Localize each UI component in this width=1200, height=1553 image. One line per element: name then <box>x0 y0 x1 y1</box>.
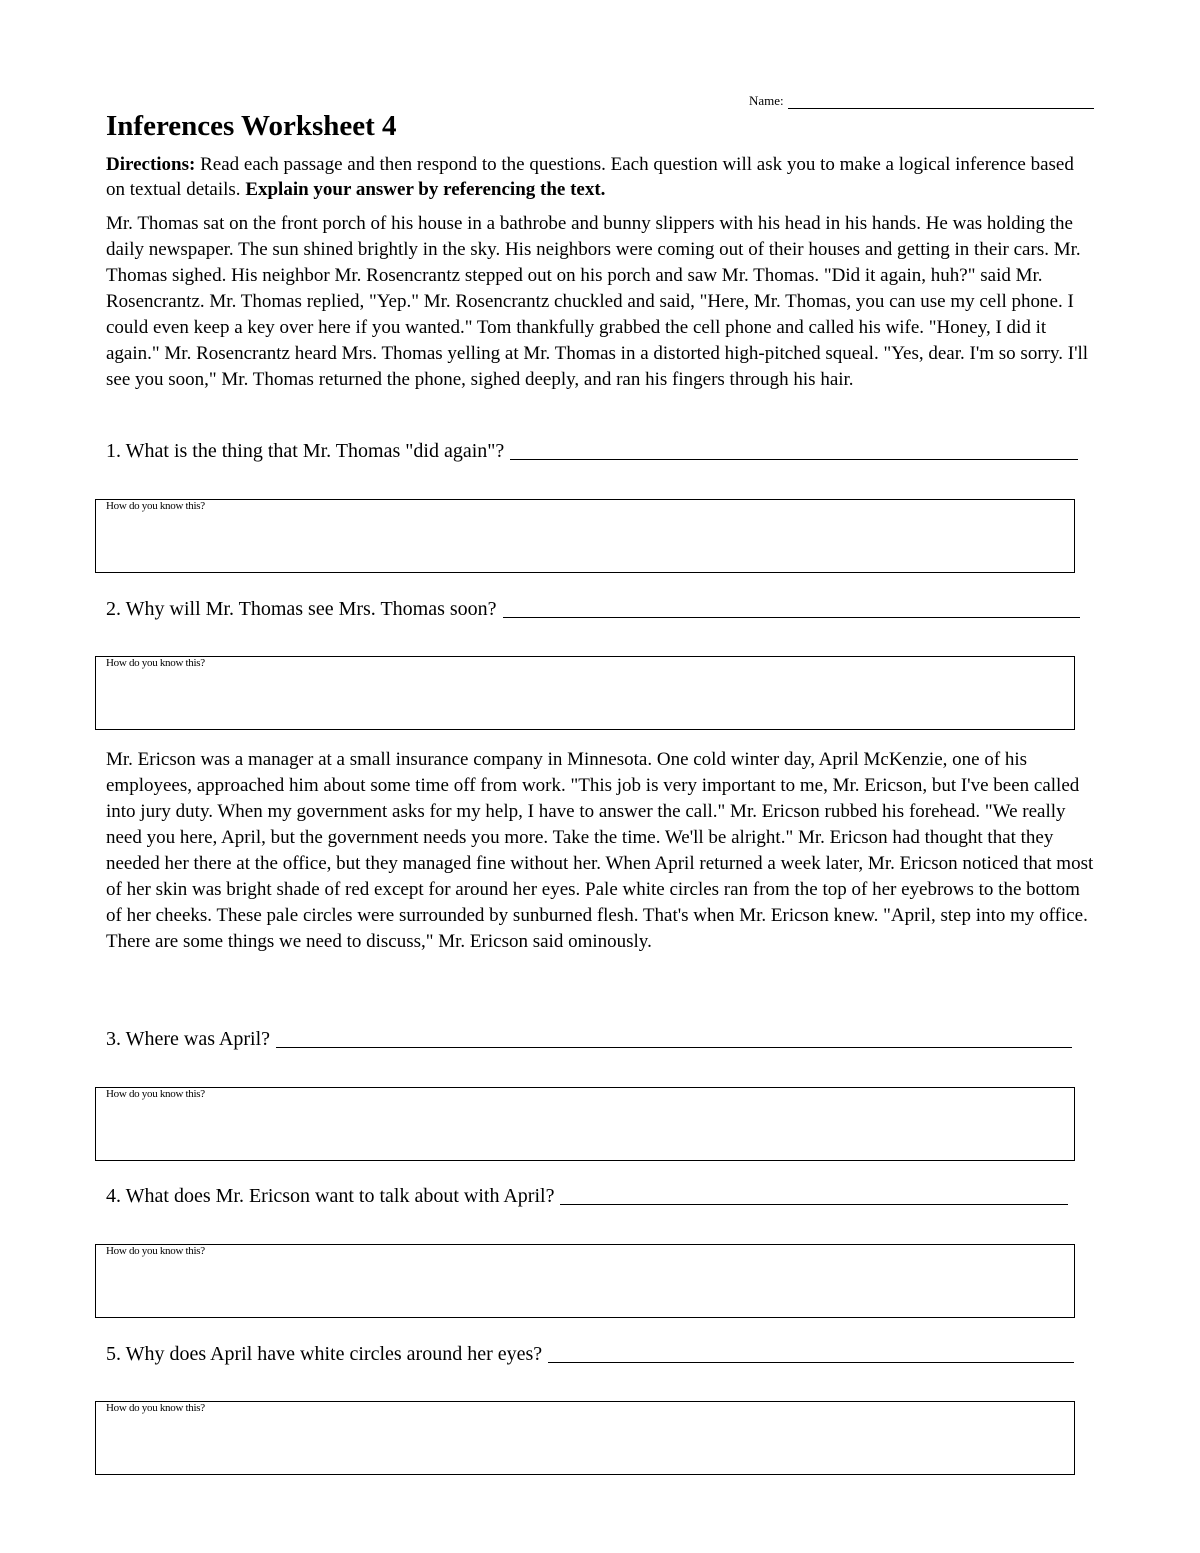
question-5-answer-line[interactable] <box>548 1342 1074 1363</box>
question-5-text: 5. Why does April have white circles around her eyes? <box>106 1343 543 1365</box>
name-input-line[interactable] <box>788 94 1094 109</box>
name-label: Name: <box>749 93 784 108</box>
question-5-box-label: How do you know this? <box>106 1402 205 1414</box>
question-4 <box>106 1181 1068 1209</box>
question-1-explanation-box[interactable] <box>95 499 1075 573</box>
passage-2: Mr. Ericson was a manager at a small insurance company in Minnesota. One cold winter day, April McKenzie, one of his employees, approached him about some time off from work. "This job is very important to me, Mr. Ericson, but I've been called into jury duty. When my government asks for my help, I have to answer the call." Mr. Ericson rubbed his forehead. "We really need you here, April, but the government needs you more. Take the time. We'll be alright." Mr. Ericson had thought that they needed her there at the office, but they managed fine without her. When April returned a week later, Mr. Ericson noticed that most of her skin was bright shade of red except for around her eyes. Pale white circles ran from the top of her eyebrows to the bottom of her cheeks. These pale circles were surrounded by sunburned flesh. That's when Mr. Ericson knew. "April, step into my office. There are some things we need to discuss," Mr. Ericson said ominously. <box>106 749 1094 952</box>
question-3-explanation-box[interactable] <box>95 1087 1075 1161</box>
question-4-answer-line[interactable] <box>560 1184 1068 1205</box>
directions-label: Directions: <box>106 154 196 175</box>
name-field[interactable] <box>749 89 1094 109</box>
question-3-answer-line[interactable] <box>276 1027 1072 1048</box>
directions-text: Read each passage and then respond to the questions. Each question will ask you to make a logical inference based on textual details. <box>106 154 1074 200</box>
question-3-text: 3. Where was April? <box>106 1028 271 1050</box>
question-1-text: 1. What is the thing that Mr. Thomas "did again"? <box>106 440 505 462</box>
question-1-box-label: How do you know this? <box>106 500 205 512</box>
question-1 <box>106 436 1078 464</box>
question-4-text: 4. What does Mr. Ericson want to talk about with April? <box>106 1185 555 1207</box>
question-4-explanation-box[interactable] <box>95 1244 1075 1318</box>
passage-1: Mr. Thomas sat on the front porch of his house in a bathrobe and bunny slippers with his head in his hands. He was holding the daily newspaper. The sun shined brightly in the sky. His neighbors were coming out of their houses and getting in their cars. Mr. Thomas sighed. His neighbor Mr. Rosencrantz stepped out on his porch and saw Mr. Thomas. "Did it again, huh?" said Mr. Rosencrantz. Mr. Thomas replied, "Yep." Mr. Rosencrantz chuckled and said, "Here, Mr. Thomas, you can use my cell phone. I could even keep a key over here if you wanted." Tom thankfully grabbed the cell phone and called his wife. "Honey, I did it again." Mr. Rosencrantz heard Mrs. Thomas yelling at Mr. Thomas in a distorted high-pitched squeal. "Yes, dear. I'm so sorry. I'll see you soon," Mr. Thomas returned the phone, sighed deeply, and ran his fingers through his hair. <box>106 213 1089 390</box>
question-2-answer-line[interactable] <box>503 597 1080 618</box>
question-2-box-label: How do you know this? <box>106 657 205 669</box>
question-1-answer-line[interactable] <box>510 439 1078 460</box>
question-2 <box>106 594 1080 622</box>
question-3-box-label: How do you know this? <box>106 1088 205 1100</box>
question-5 <box>106 1339 1074 1367</box>
question-2-text: 2. Why will Mr. Thomas see Mrs. Thomas soon? <box>106 598 497 620</box>
question-2-explanation-box[interactable] <box>95 656 1075 730</box>
question-4-box-label: How do you know this? <box>106 1245 205 1257</box>
directions <box>106 152 1096 202</box>
page-title: Inferences Worksheet 4 <box>106 110 397 142</box>
question-5-explanation-box[interactable] <box>95 1401 1075 1475</box>
directions-emphasis: Explain your answer by referencing the text. <box>245 179 606 200</box>
question-3 <box>106 1024 1072 1052</box>
